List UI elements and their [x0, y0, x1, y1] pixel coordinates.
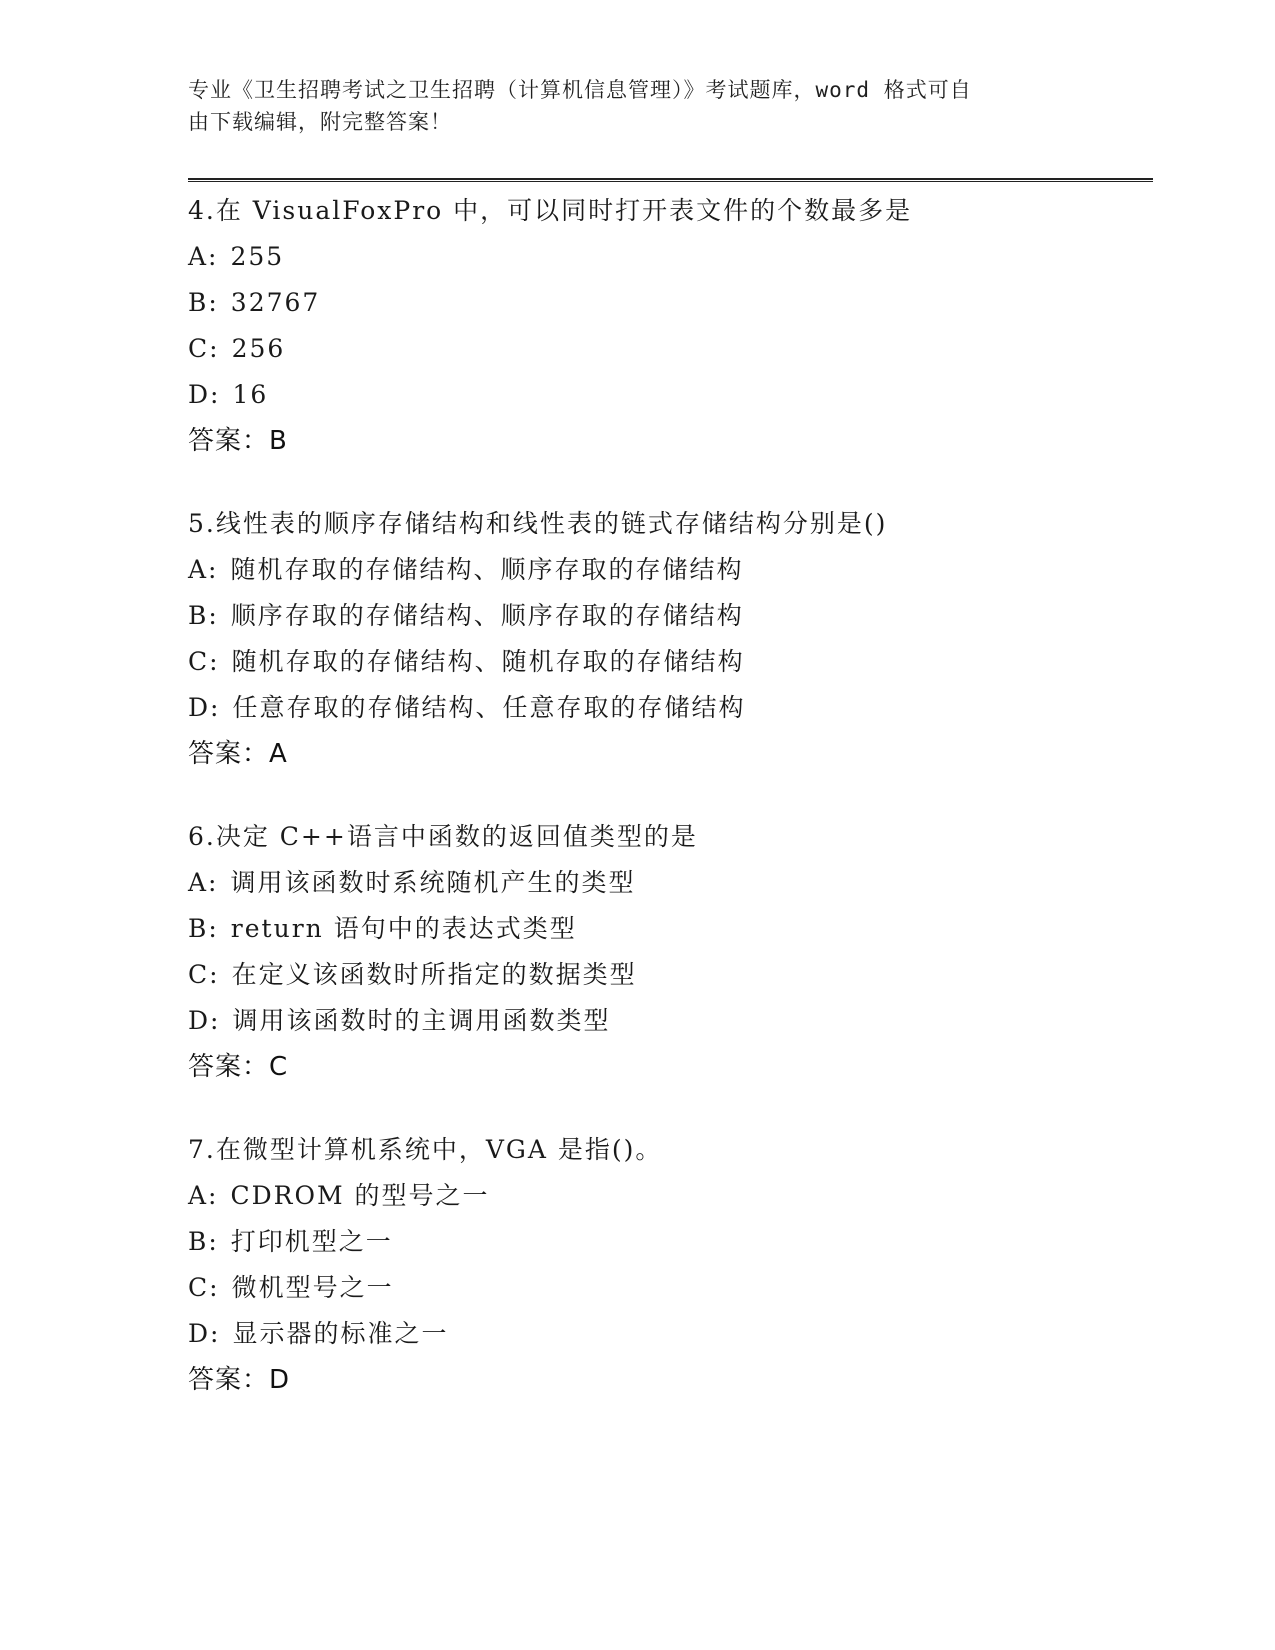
option-b — [188, 1219, 1148, 1265]
question-list — [188, 188, 1148, 1440]
option-text: 随机存取的存储结构、顺序存取的存储结构 — [230, 555, 744, 584]
option-a — [188, 547, 1148, 593]
answer-line: 答案：D — [188, 1365, 291, 1395]
header-line-2: 由下载编辑，附完整答案！ — [188, 110, 452, 134]
option-text: 微机型号之一 — [231, 1273, 394, 1302]
question-6 — [188, 814, 1148, 1090]
answer-line: 答案：C — [188, 1052, 289, 1082]
question-stem: 6.决定 C++语言中函数的返回值类型的是 — [188, 822, 698, 851]
option-text: 随机存取的存储结构、随机存取的存储结构 — [231, 647, 745, 676]
option-letter: D: — [188, 1319, 221, 1348]
option-letter: D: — [188, 380, 221, 409]
option-letter: B: — [188, 601, 219, 630]
option-text: 顺序存取的存储结构、顺序存取的存储结构 — [230, 601, 744, 630]
option-b — [188, 280, 1148, 326]
answer-line: 答案：B — [188, 426, 288, 456]
option-a — [188, 1173, 1148, 1219]
document-header — [188, 74, 1068, 138]
option-letter: D: — [188, 1006, 221, 1035]
option-letter: A: — [188, 1181, 219, 1210]
question-4 — [188, 188, 1148, 464]
option-d — [188, 685, 1148, 731]
header-divider — [188, 178, 1153, 182]
option-text: CDROM 的型号之一 — [230, 1181, 490, 1210]
option-b — [188, 906, 1148, 952]
option-letter: B: — [188, 914, 219, 943]
question-5 — [188, 501, 1148, 777]
option-d — [188, 998, 1148, 1044]
option-d — [188, 372, 1148, 418]
option-text: 调用该函数时的主调用函数类型 — [232, 1006, 611, 1035]
option-text: 16 — [232, 380, 269, 409]
header-line-1: 专业《卫生招聘考试之卫生招聘（计算机信息管理）》考试题库，word 格式可自 — [188, 78, 972, 102]
option-text: 调用该函数时系统随机产生的类型 — [230, 868, 636, 897]
option-text: 32767 — [230, 288, 321, 317]
answer-line: 答案：A — [188, 739, 288, 769]
option-b — [188, 593, 1148, 639]
option-c — [188, 639, 1148, 685]
option-c — [188, 326, 1148, 372]
option-text: 打印机型之一 — [230, 1227, 393, 1256]
option-letter: A: — [188, 555, 219, 584]
question-stem: 5.线性表的顺序存储结构和线性表的链式存储结构分别是() — [188, 509, 888, 538]
option-letter: A: — [188, 242, 219, 271]
option-letter: C: — [188, 960, 220, 989]
question-stem: 4.在 VisualFoxPro 中，可以同时打开表文件的个数最多是 — [188, 196, 913, 225]
option-letter: C: — [188, 647, 220, 676]
option-letter: C: — [188, 334, 220, 363]
option-text: 显示器的标准之一 — [232, 1319, 449, 1348]
option-text: 255 — [230, 242, 285, 271]
option-letter: C: — [188, 1273, 220, 1302]
option-c — [188, 952, 1148, 998]
option-a — [188, 860, 1148, 906]
question-7 — [188, 1127, 1148, 1403]
option-text: 任意存取的存储结构、任意存取的存储结构 — [232, 693, 746, 722]
option-text: return 语句中的表达式类型 — [230, 914, 577, 943]
option-c — [188, 1265, 1148, 1311]
option-text: 在定义该函数时所指定的数据类型 — [231, 960, 637, 989]
option-letter: B: — [188, 1227, 219, 1256]
option-d — [188, 1311, 1148, 1357]
option-letter: D: — [188, 693, 221, 722]
option-letter: B: — [188, 288, 219, 317]
option-a — [188, 234, 1148, 280]
option-text: 256 — [231, 334, 286, 363]
question-stem: 7.在微型计算机系统中，VGA 是指()。 — [188, 1135, 663, 1164]
option-letter: A: — [188, 868, 219, 897]
